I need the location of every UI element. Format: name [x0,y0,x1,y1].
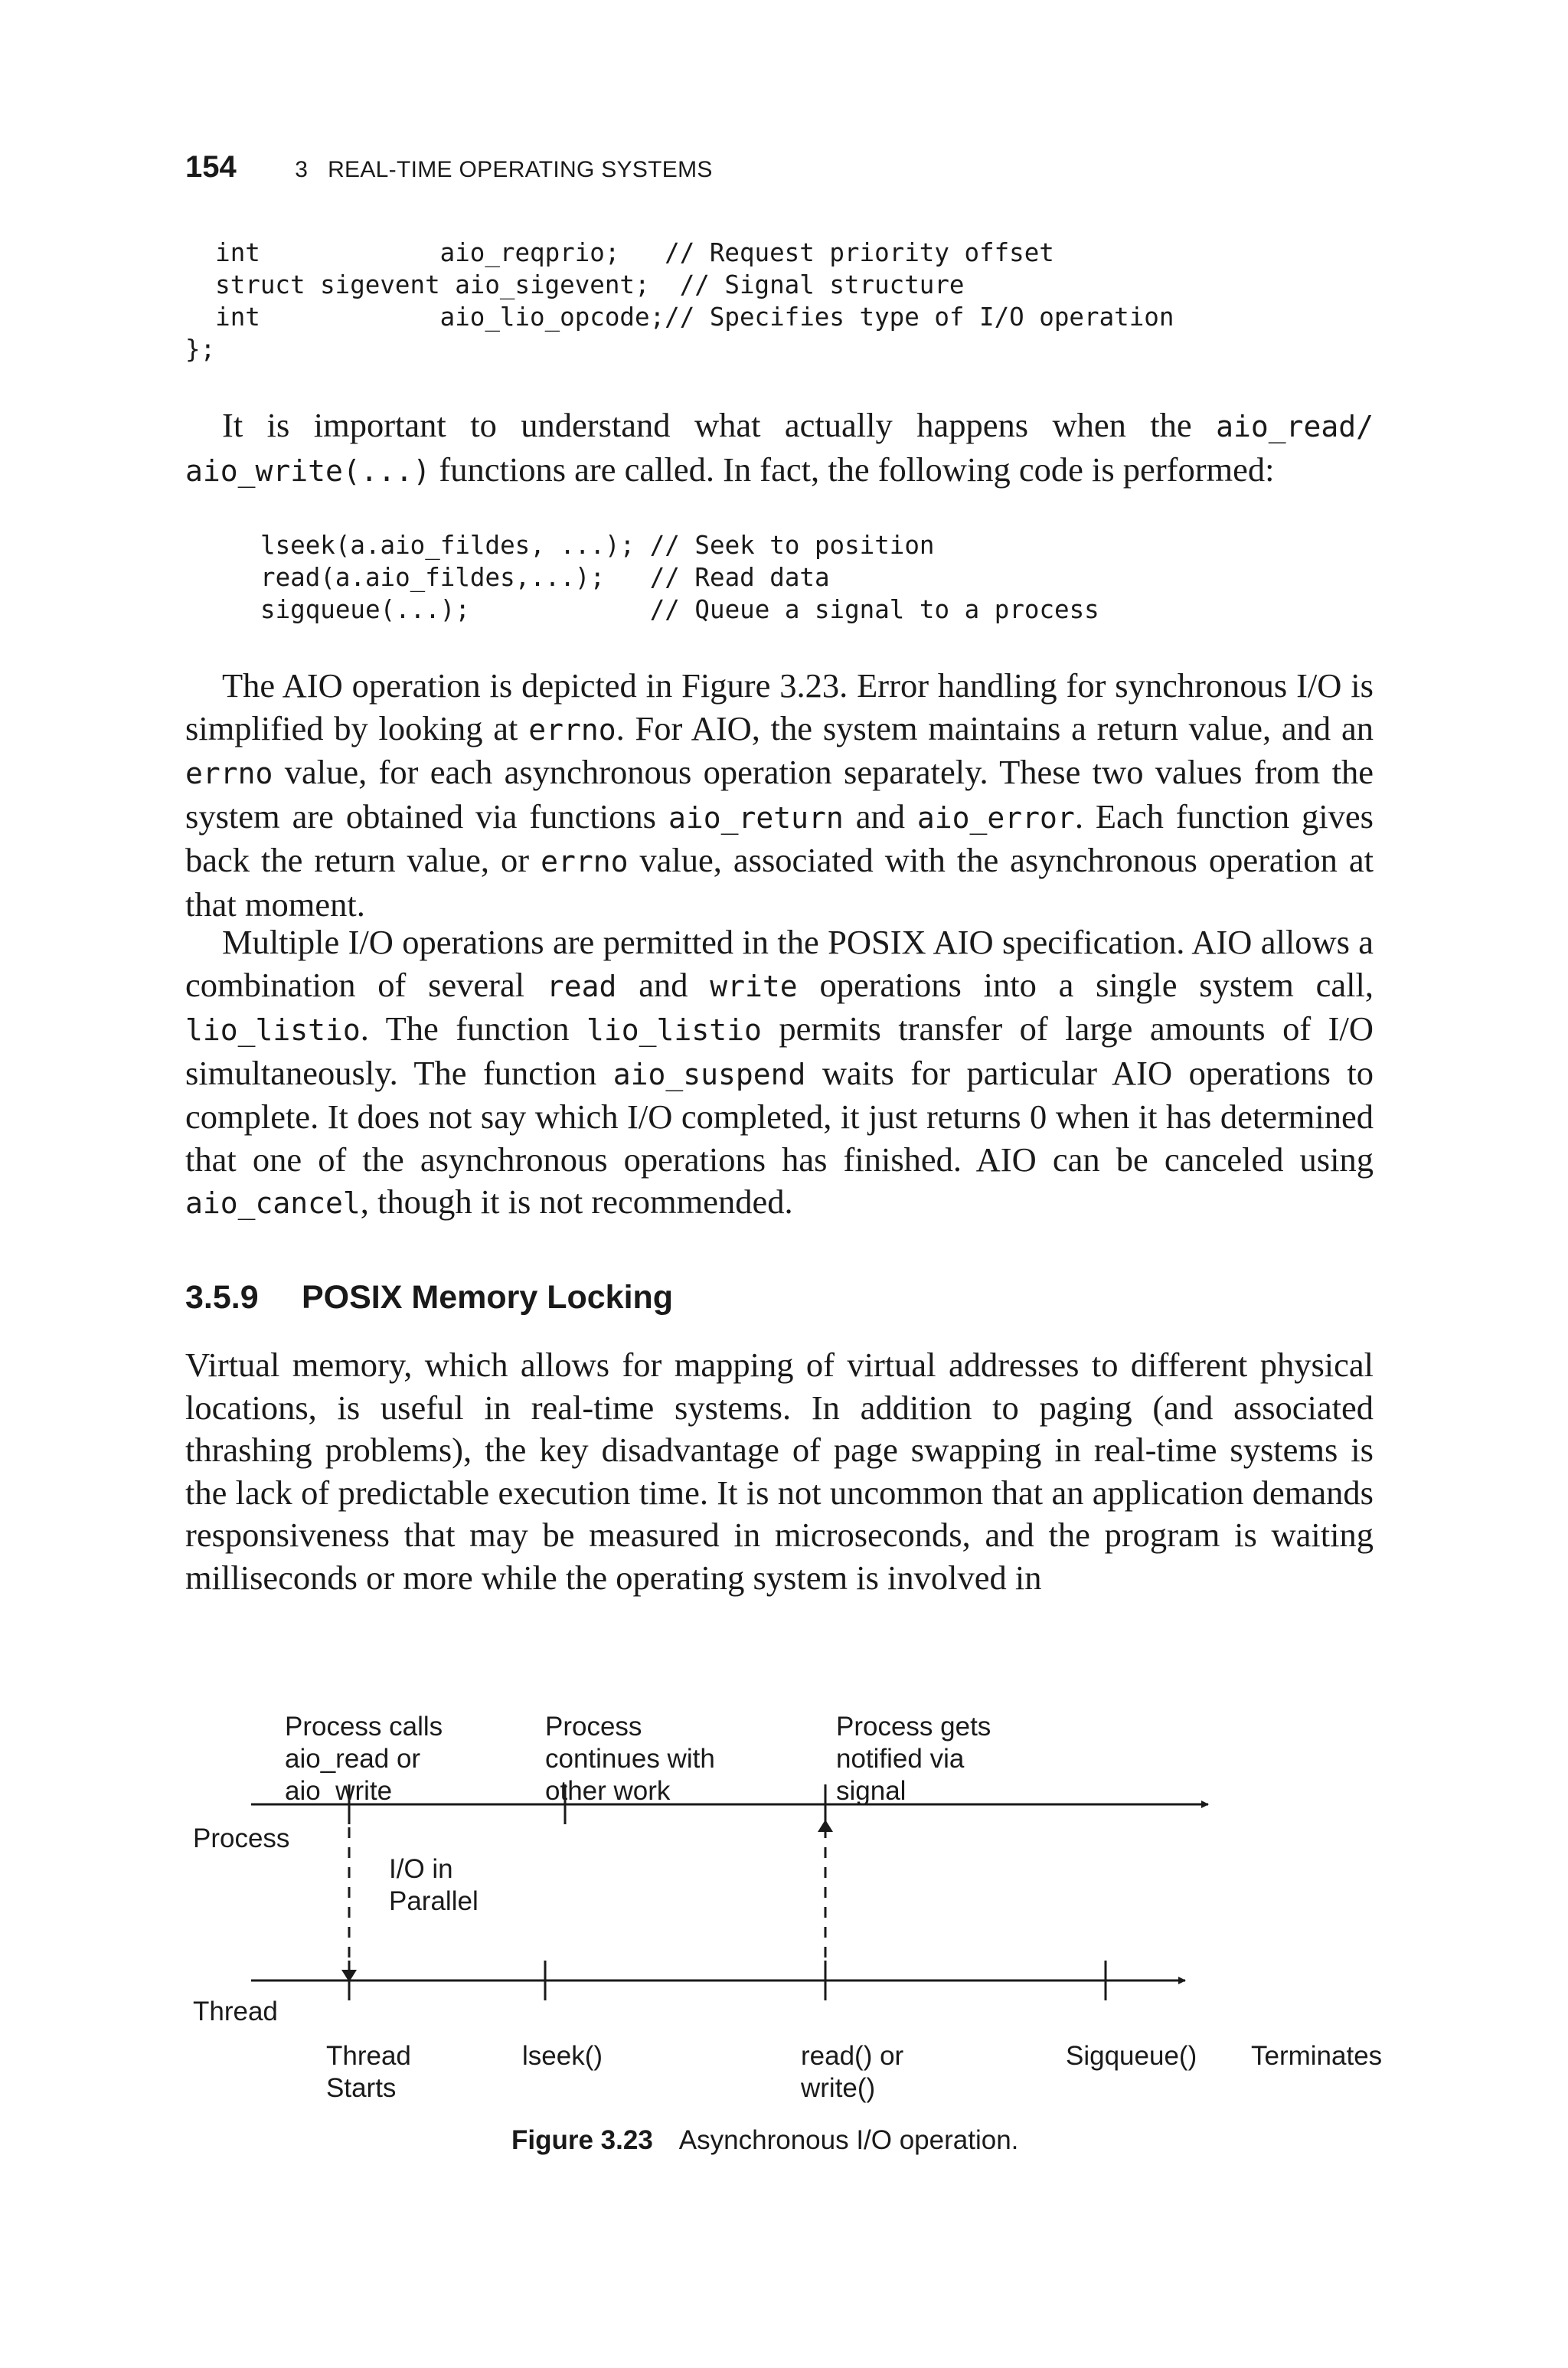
figure-caption [511,2125,1018,2156]
label-line: Process gets [836,1712,991,1742]
inline-code: write [710,969,798,1003]
code-line: int aio_lio_opcode;// Specifies type of I/O operation [185,303,1174,332]
paragraph-error-handling [185,665,1374,926]
label-line: other work [545,1776,671,1806]
text-run: operations into a single system call, [797,965,1374,1004]
label-line: continues with [545,1744,715,1774]
inline-code: errno [528,712,616,747]
label-line: aio_write [285,1776,393,1806]
process-label: Process [193,1823,290,1853]
page-number: 154 [185,150,237,184]
text-run: value, for each asynchronous operation separately. These two values from the system are obtained via functions [185,753,1374,836]
inline-code: aio_read/ aio_write(...) [185,410,1374,488]
inline-code: read [546,969,617,1003]
label-line: write() [801,2073,876,2103]
label-line: notified via [836,1744,965,1774]
label-line: Thread [326,2041,411,2071]
label-line: Terminates [1251,2041,1383,2071]
label-terminates [1251,2041,1382,2071]
label-line: Sigqueue() [1066,2041,1197,2071]
inline-code: lio_listio [185,1013,361,1047]
text-run: . For AIO, the system maintains a return value, and an [616,708,1374,747]
annotation-process-continues [545,1712,715,1806]
annotation-process-notified [836,1712,991,1806]
code-block-aio-steps [260,529,1099,626]
label-line: Starts [326,2073,397,2103]
inline-code: errno [185,757,273,790]
label-line: read() or [801,2041,904,2071]
running-title: 3 REAL-TIME OPERATING SYSTEMS [295,157,713,182]
caption-label: Figure 3.23 [511,2125,653,2155]
text-run: and [843,796,917,836]
code-line: sigqueue(...); // Queue a signal to a process [260,595,1099,624]
thread-label: Thread [193,1997,278,2026]
inline-code: aio_return [668,800,844,835]
code-line: struct sigevent aio_sigevent; // Signal structure [185,270,965,299]
caption-text: Asynchronous I/O operation. [678,2125,1019,2155]
text-run: waits for particular AIO operations to complete. It does not say which I/O completed, it just returns 0 when it has determined that one of the asynchronous operations has finished. AIO can be canceled using [185,1053,1374,1179]
code-line: }; [185,335,216,364]
annotation-io-in-parallel [389,1854,479,1916]
text-run: and [616,965,710,1004]
section-title: POSIX Memory Locking [302,1279,674,1316]
text-run: Virtual memory, which allows for mapping of virtual addresses to different physical locations, is useful in real-time systems. In addition to paging (and associated thrashing problems), the key disadvantage of page swapping in real-time systems is the lack of predictable execution time. It is not uncommon that an application demands responsiveness that may be measured in microseconds, and the program is waiting milliseconds or more while the operating system is involved in [185,1346,1374,1597]
inline-code: aio_cancel [185,1186,361,1220]
running-head [185,150,713,185]
code-line: int aio_reqprio; // Request priority offset [185,238,1054,267]
text-run: It is important to understand what actually happens when the [222,406,1217,444]
label-line: I/O in [389,1854,453,1884]
section-heading [185,1279,673,1316]
label-line: aio_read or [285,1744,421,1774]
inline-code: errno [541,845,629,878]
inline-code: aio_error [916,800,1075,835]
label-lseek [522,2041,603,2071]
code-line: lseek(a.aio_fildes, ...); // Seek to position [260,531,935,560]
text-run: permits transfer of large amounts of I/O simultaneously. The function [185,1009,1374,1092]
inline-code: aio_suspend [612,1057,806,1091]
text-run: Multiple I/O operations are permitted in the POSIX AIO specification. AIO allows a combination of several [185,923,1374,1004]
text-run: , though it is not recommended. [360,1182,793,1221]
text-run: . The function [360,1009,587,1048]
label-line: Process calls [285,1712,443,1742]
code-line: read(a.aio_fildes,...); // Read data [260,563,830,592]
label-line: Process [545,1712,642,1742]
text-run: . Each function gives back the return value, or [185,796,1374,879]
paragraph-multiple-io [185,921,1374,1225]
aio-timeline-figure [0,1670,1568,2114]
label-line: Parallel [389,1886,479,1916]
label-line: lseek() [522,2041,603,2071]
text-run: value, associated with the asynchronous operation at that moment. [185,841,1374,924]
section-number: 3.5.9 [185,1279,259,1316]
arrowhead-up [818,1820,833,1832]
label-line: signal [836,1776,906,1806]
text-run: functions are called. In fact, the following code is performed: [430,450,1275,489]
paragraph-virtual-memory [185,1344,1374,1599]
label-sigqueue [1066,2041,1197,2071]
code-block-struct [185,237,1174,365]
inline-code: lio_listio [586,1013,762,1047]
annotation-process-calls [285,1712,443,1806]
label-read-write [800,2041,904,2103]
label-thread-starts [326,2041,411,2103]
paragraph-aio-functions [185,404,1374,492]
text-run: The AIO operation is depicted in Figure 3.23. Error handling for synchronous I/O is simplified by looking at [185,666,1374,747]
